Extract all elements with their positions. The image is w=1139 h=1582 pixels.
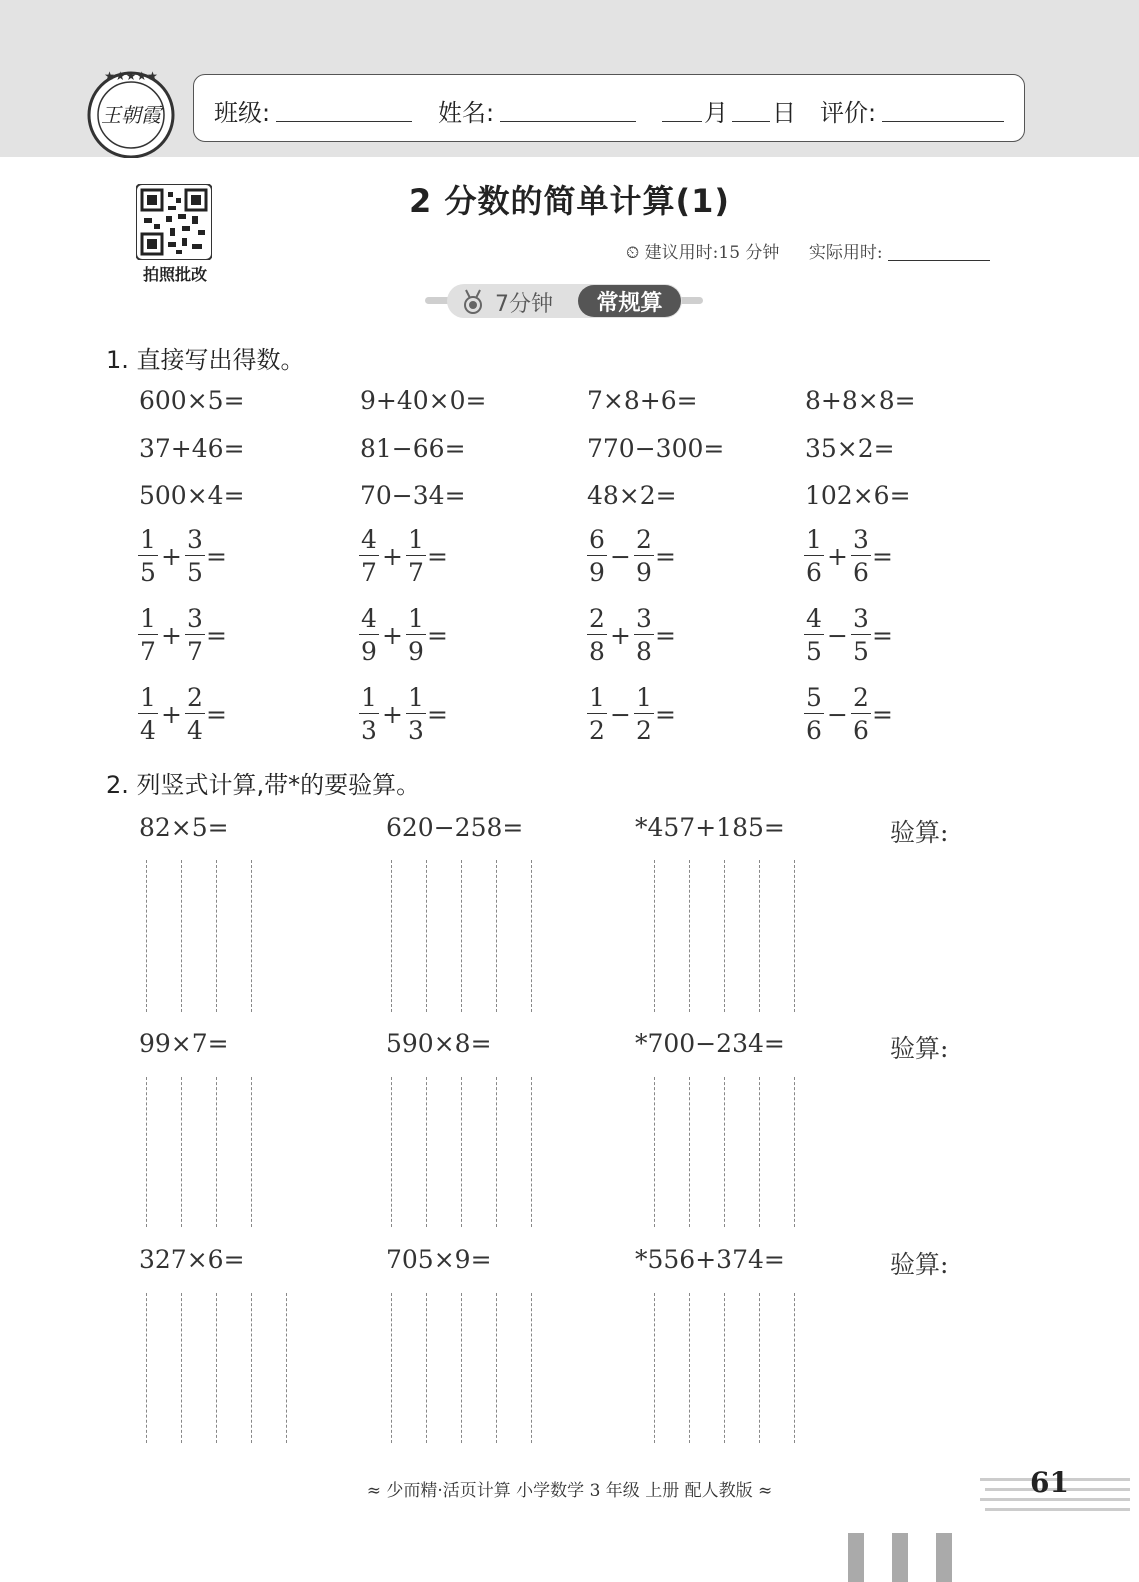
vertical-expr-2-1: 99×7= <box>139 1029 229 1058</box>
medal-icon <box>461 289 485 319</box>
frac-expr: $\frac{1}{2}$ − $\frac{1}{2}$ = <box>586 685 676 743</box>
suggest-time: 建议用时:15 分钟 <box>644 243 780 263</box>
vertical-expr-1-1: 82×5= <box>139 813 229 842</box>
footer-text: ≈ 少而精·活页计算 小学数学 3 年级 上册 配人教版 ≈ <box>366 1481 773 1501</box>
frac-expr: $\frac{4}{7}$ + $\frac{1}{7}$ = <box>358 527 448 585</box>
frac-expr: $\frac{6}{9}$ − $\frac{2}{9}$ = <box>586 527 676 585</box>
frac-expr: $\frac{1}{4}$ + $\frac{2}{4}$ = <box>137 685 227 743</box>
expr-2-1: 37+46= <box>139 434 245 463</box>
month-field[interactable] <box>662 121 702 122</box>
frac-expr: $\frac{1}{3}$ + $\frac{1}{3}$ = <box>358 685 448 743</box>
question-1-title: 1. 直接写出得数。 <box>106 346 305 374</box>
qr-label: 拍照批改 <box>142 265 207 284</box>
frac-expr: $\frac{1}{6}$ + $\frac{3}{6}$ = <box>803 527 893 585</box>
frac-expr: $\frac{1}{5}$ + $\frac{3}{5}$ = <box>137 527 227 585</box>
day-field[interactable] <box>732 121 770 122</box>
frac-expr: $\frac{2}{8}$ + $\frac{3}{8}$ = <box>586 606 676 664</box>
check-label-3: 验算: <box>890 1250 949 1279</box>
page-number: 61 <box>1030 1466 1069 1499</box>
expr-2-3: 770−300= <box>587 434 725 463</box>
expr-3-2: 70−34= <box>360 481 466 510</box>
expr-1-4: 8+8×8= <box>805 386 916 415</box>
expr-3-3: 48×2= <box>587 481 677 510</box>
vertical-expr-3-2: 705×9= <box>386 1245 492 1274</box>
frac-expr: $\frac{4}{9}$ + $\frac{1}{9}$ = <box>358 606 448 664</box>
expr-3-4: 102×6= <box>805 481 911 510</box>
badge-minutes: 7分钟 <box>495 292 553 317</box>
clock-icon: ⏲ <box>626 243 640 263</box>
vertical-expr-3-1: 327×6= <box>139 1245 245 1274</box>
expr-1-2: 9+40×0= <box>360 386 487 415</box>
logo-text: 王朝霞 <box>101 103 161 127</box>
vertical-expr-1-2: 620−258= <box>386 813 524 842</box>
eval-label: 评价: <box>820 99 877 127</box>
check-label-1: 验算: <box>890 818 949 847</box>
day-label: 日 <box>772 99 796 127</box>
svg-text:★★★★★: ★★★★★ <box>104 69 158 83</box>
page-tab <box>892 1533 908 1582</box>
expr-2-2: 81−66= <box>360 434 466 463</box>
frac-expr: $\frac{4}{5}$ − $\frac{3}{5}$ = <box>803 606 893 664</box>
question-2-title: 2. 列竖式计算,带*的要验算。 <box>106 771 421 799</box>
brand-logo <box>84 68 178 158</box>
name-label: 姓名: <box>438 99 495 127</box>
frac-expr: $\frac{1}{7}$ + $\frac{3}{7}$ = <box>137 606 227 664</box>
month-label: 月 <box>704 99 728 127</box>
expr-1-3: 7×8+6= <box>587 386 698 415</box>
expr-1-1: 600×5= <box>139 386 245 415</box>
actual-time-field[interactable] <box>888 260 990 261</box>
footer-stripe <box>985 1508 1130 1511</box>
page-title: 2 分数的简单计算(1) <box>409 182 730 220</box>
vertical-expr-2-3: *700−234= <box>635 1029 785 1058</box>
expr-3-1: 500×4= <box>139 481 245 510</box>
check-label-2: 验算: <box>890 1034 949 1063</box>
name-field[interactable] <box>500 121 636 122</box>
fraction-row-2 <box>0 606 1139 672</box>
page-tab <box>848 1533 864 1582</box>
expr-2-4: 35×2= <box>805 434 895 463</box>
vertical-expr-3-3: *556+374= <box>635 1245 785 1274</box>
frac-expr: $\frac{5}{6}$ − $\frac{2}{6}$ = <box>803 685 893 743</box>
page-tab <box>936 1533 952 1582</box>
vertical-expr-1-3: *457+185= <box>635 813 785 842</box>
badge-type: 常规算 <box>596 291 663 316</box>
class-field[interactable] <box>276 121 412 122</box>
class-label: 班级: <box>214 99 271 127</box>
vertical-expr-2-2: 590×8= <box>386 1029 492 1058</box>
fraction-row-3 <box>0 685 1139 751</box>
actual-time-label: 实际用时: <box>808 243 883 263</box>
eval-field[interactable] <box>882 121 1004 122</box>
fraction-row-1 <box>0 527 1139 593</box>
student-info-box <box>193 74 1025 142</box>
time-suggestion <box>626 238 990 263</box>
